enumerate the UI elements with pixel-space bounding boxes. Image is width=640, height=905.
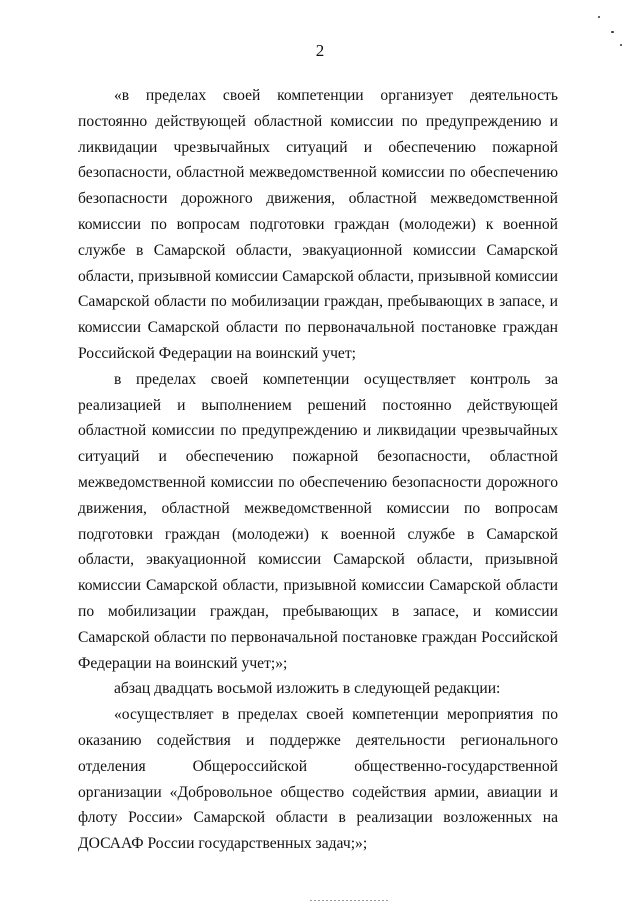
scan-speck bbox=[611, 31, 614, 33]
scan-speck bbox=[620, 44, 622, 46]
bottom-edge-mark bbox=[310, 900, 390, 901]
paragraph-2: в пределах своей компетенции осуществляет контроль за реализацией и выполнением решений постоянно действующей областной комиссии по предупреждению и ликвидации чрезвычайных ситуаций и обеспечению пожарной безопасности, областной межведомственной комиссии по обеспечению безопасности дорожного движения, областной межведомственной комиссии по вопросам подготовки граждан (молодежи) к военной службе в Самарской области, эвакуационной комиссии Самарской области, призывной комиссии Самарской области, призывной комиссии Самарской области по мобилизации граждан, пребывающих в запасе, и комиссии Самарской области по первоначальной постановке граждан Российской Федерации на воинский учет;»; bbox=[78, 370, 558, 672]
document-body bbox=[78, 83, 558, 857]
paragraph-1: «в пределах своей компетенции организует деятельность постоянно действующей областной комиссии по предупреждению и ликвидации чрезвычайных ситуаций и обеспечению пожарной безопасности, областной межведомственной комиссии по обеспечению безопасности дорожного движения, областной межведомственной комиссии по вопросам подготовки граждан (молодежи) к военной службе в Самарской области, эвакуационной комиссии Самарской области, призывной комиссии Самарской области, призывной комиссии Самарской области по мобилизации граждан, пребывающих в запасе, и комиссии Самарской области по первоначальной постановке граждан Российской Федерации на воинский учет; bbox=[78, 87, 558, 362]
paragraph-4: «осуществляет в пределах своей компетенции мероприятия по оказанию содействия и поддержке деятельности регионального отделения Общероссийской общественно-государственной организации «Добровольное общество содействия армии, авиации и флоту России» Самарской области в реализации возложенных на ДОСААФ России государственных задач;»; bbox=[78, 706, 558, 853]
page-number: 2 bbox=[315, 41, 325, 60]
scan-speck bbox=[598, 16, 600, 18]
paragraph-3: абзац двадцать восьмой изложить в следующей редакции: bbox=[114, 680, 501, 698]
